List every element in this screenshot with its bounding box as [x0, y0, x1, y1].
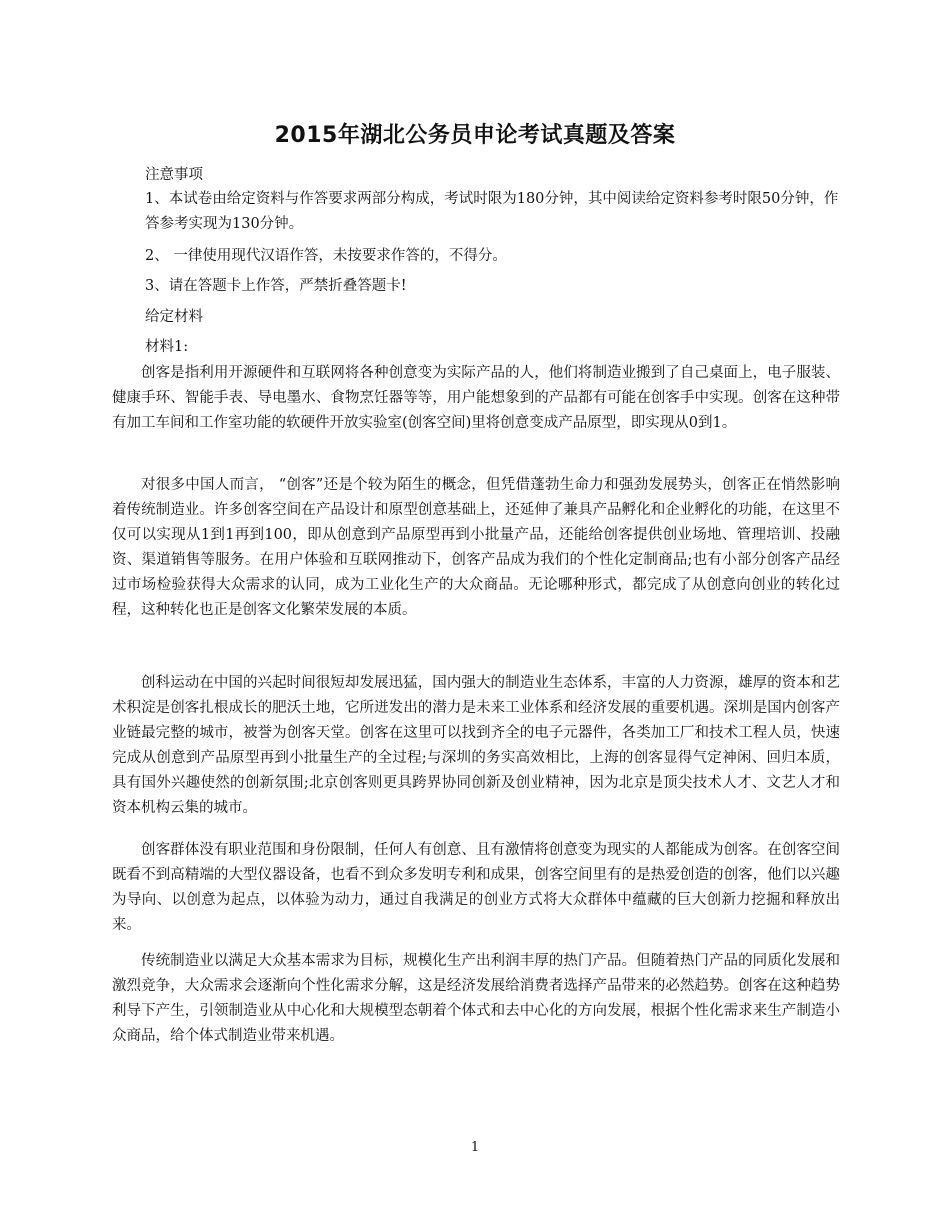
paragraph-1: 创客是指利用开源硬件和互联网将各种创意变为实际产品的人，他们将制造业搬到了自己桌面上，电子服装、健康手环、智能手表、导电墨水、食物烹饪器等等，用户能想象到的产品都有可能在创客手中实现。创客在这种带有加工车间和工作室功能的软硬件开放实验室(创客空间)里将创意变成产品原型，即实现从0到1。 [112, 365, 840, 431]
notice-item-2: 2、 一律使用现代汉语作答，未按要求作答的，不得分。 [145, 248, 507, 264]
paragraph-4: 创客群体没有职业范围和身份限制，任何人有创意、且有激情将创意变为现实的人都能成为创客。在创客空间既看不到高精端的大型仪器设备，也看不到众多发明专利和成果，创客空间里有的是热爱创造的创客，他们以兴趣为导向、以创意为起点，以体验为动力，通过自我满足的创业方式将大众群体中蕴藏的巨大创新力挖掘和释放出来。 [112, 842, 840, 933]
document-title: 2015年湖北公务员申论考试真题及答案 [274, 123, 676, 148]
notice-heading: 注意事项 [145, 167, 203, 183]
page-number: 1 [470, 1140, 480, 1155]
paragraph-5: 传统制造业以满足大众基本需求为目标，规模化生产出利润丰厚的热门产品。但随着热门产品的同质化发展和激烈竞争，大众需求会逐渐向个性化需求分解，这是经济发展给消费者选择产品带来的必然趋势。创客在这种趋势利导下产生，引领制造业从中心化和大规模型态朝着个体式和去中心化的方向发展，根据个性化需求来生产制造小众商品，给个体式制造业带来机遇。 [112, 953, 840, 1044]
paragraph-3: 创科运动在中国的兴起时间很短却发展迅猛，国内强大的制造业生态体系，丰富的人力资源，雄厚的资本和艺术积淀是创客扎根成长的肥沃土地，它所迸发出的潜力是未来工业体系和经济发展的重要机遇。深圳是国内创客产业链最完整的城市，被誉为创客天堂。创客在这里可以找到齐全的电子元器件，各类加工厂和技术工程人员，快速完成从创意到产品原型再到小批量生产的全过程;与深圳的务实高效相比，上海的创客显得气定神闲、回归本质，具有国外兴趣使然的创新氛围;北京创客则更具跨界协同创新及创业精神，因为北京是顶尖技术人才、文艺人才和资本机构云集的城市。 [112, 675, 840, 816]
material-label: 材料1: [145, 339, 189, 355]
notice-item-1: 1、本试卷由给定资料与作答要求两部分构成，考试时限为180分钟，其中阅读给定资料参考时限50分钟，作答参考实现为130分钟。 [145, 191, 839, 232]
notice-item-3: 3、请在答题卡上作答，严禁折叠答题卡! [145, 278, 407, 294]
materials-heading: 给定材料 [145, 309, 203, 325]
paragraph-2: 对很多中国人而言， “创客”还是个较为陌生的概念，但凭借蓬勃生命力和强劲发展势头，创客正在悄然影响着传统制造业。许多创客空间在产品设计和原型创意基础上，还延伸了兼具产品孵化和企业孵化的功能，在这里不仅可以实现从1到1再到100，即从创意到产品原型再到小批量产品，还能给创客提供创业场地、管理培训、投融资、渠道销售等服务。在用户体验和互联网推动下，创客产品成为我们的个性化定制商品;也有小部分创客产品经过市场检验获得大众需求的认同，成为工业化生产的大众商品。无论哪种形式，都完成了从创意向创业的转化过程，这种转化也正是创客文化繁荣发展的本质。 [112, 477, 840, 618]
